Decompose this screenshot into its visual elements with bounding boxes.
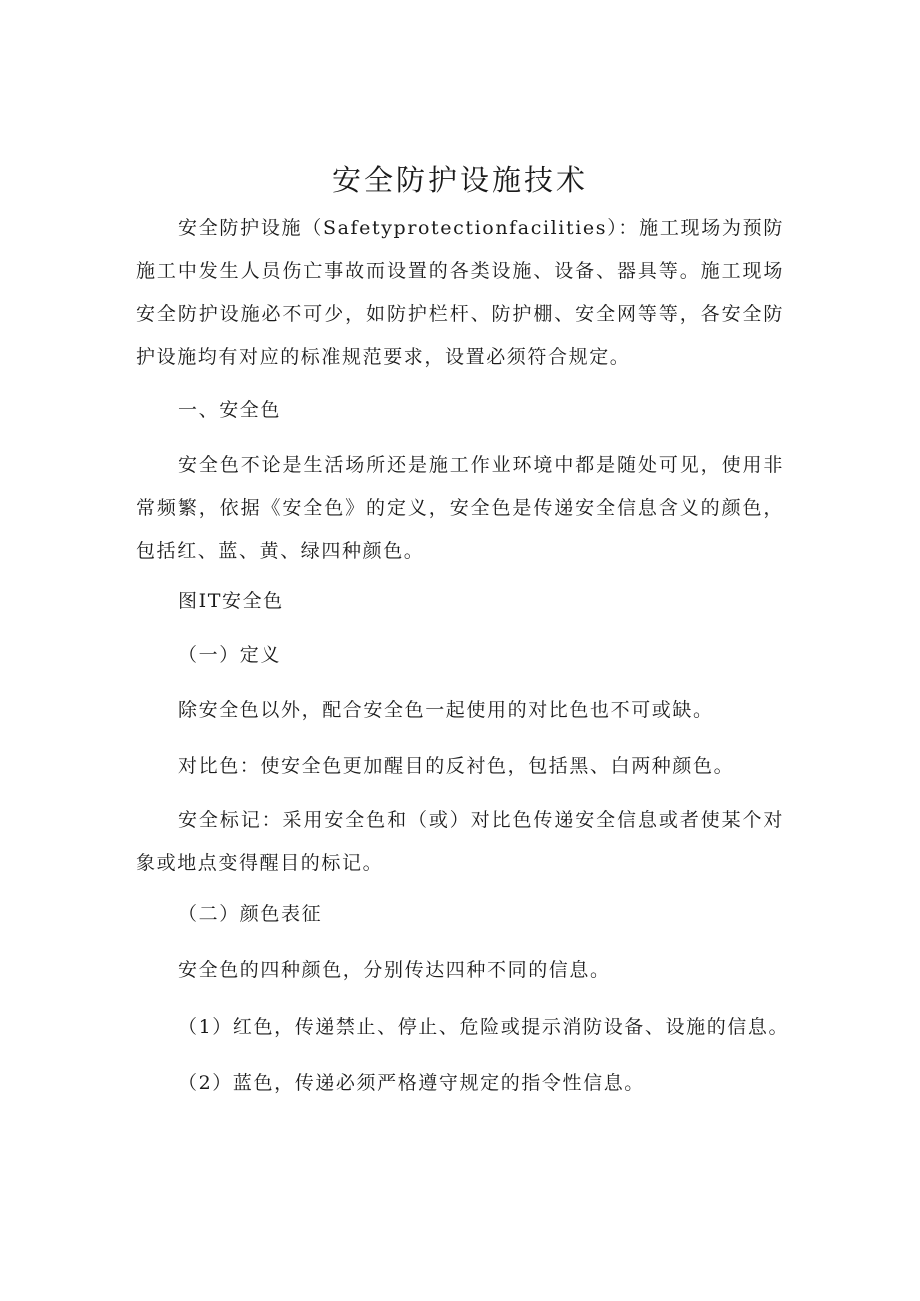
section-heading-safety-color: 一、安全色 xyxy=(178,399,282,421)
document-title: 安全防护设施技术 xyxy=(331,163,588,197)
subsection-heading-color-meaning: （二）颜色表征 xyxy=(178,903,323,925)
intro-paragraph: 安全防护设施（Safetyprotectionfacilities）：施工现场为预防施工中发生人员伤亡事故而设置的各类设施、设备、器具等。施工现场安全防护设施必不可少，如防护栏杆、防护棚、安全网等等，各安全防护设施均有对应的标准规范要求，设置必须符合规定。 xyxy=(136,217,784,368)
figure-caption: 图IT安全色 xyxy=(178,590,284,612)
list-item-blue: （2）蓝色，传递必须严格遵守规定的指令性信息。 xyxy=(178,1072,645,1094)
safety-color-paragraph: 安全色不论是生活场所还是施工作业环境中都是随处可见，使用非常频繁，依据《安全色》的定义，安全色是传递安全信息含义的颜色，包括红、蓝、黄、绿四种颜色。 xyxy=(136,454,784,562)
definition-paragraph-2: 对比色：使安全色更加醒目的反衬色，包括黑、白两种颜色。 xyxy=(178,755,735,777)
list-item-red: （1）红色，传递禁止、停止、危险或提示消防设备、设施的信息。 xyxy=(178,1016,790,1038)
definition-paragraph-1: 除安全色以外，配合安全色一起使用的对比色也不可或缺。 xyxy=(178,699,714,721)
definition-paragraph-3: 安全标记：采用安全色和（或）对比色传递安全信息或者使某个对象或地点变得醒目的标记。 xyxy=(136,809,784,874)
color-meaning-intro: 安全色的四种颜色，分别传达四种不同的信息。 xyxy=(178,959,611,981)
subsection-heading-definition: （一）定义 xyxy=(178,644,282,666)
